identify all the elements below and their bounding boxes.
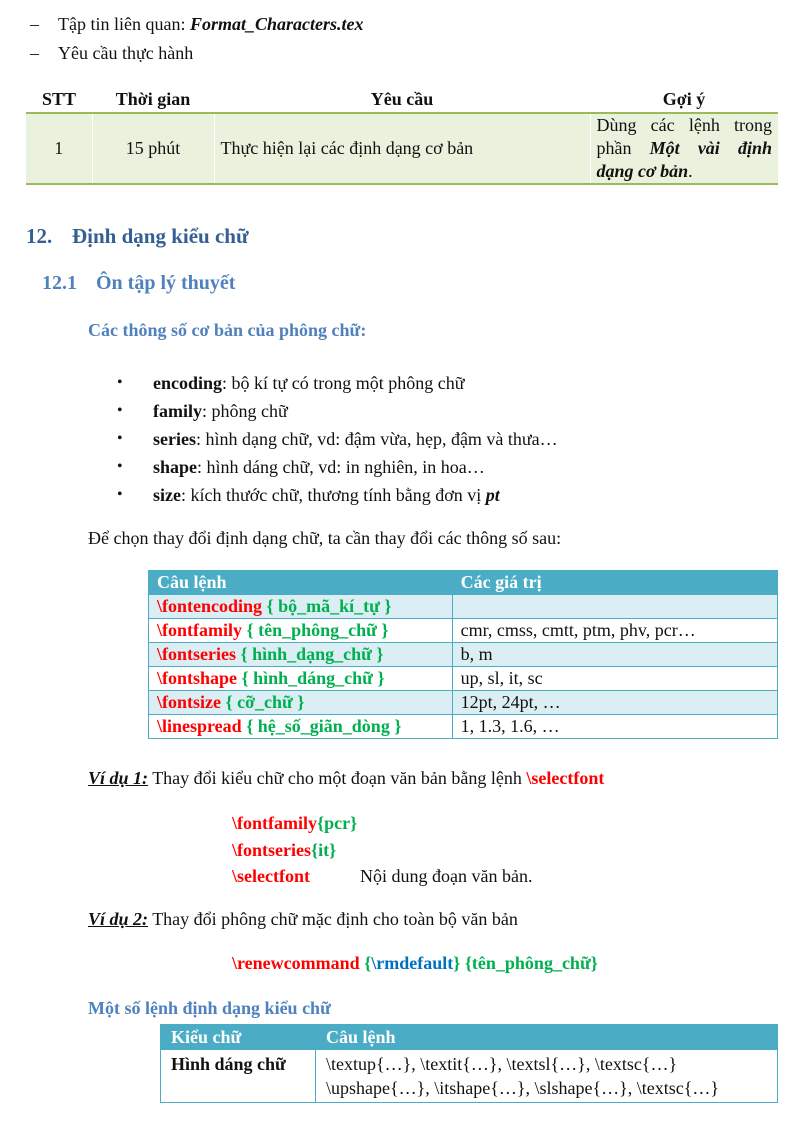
table-row: [149, 619, 778, 643]
values-cell: up, sl, it, sc: [452, 667, 777, 691]
practice-line: [30, 43, 193, 64]
list-item: [117, 369, 558, 397]
related-file-name: Format_Characters.tex: [189, 14, 364, 34]
command-arg: { tên_phông_chữ }: [242, 620, 389, 640]
bullet-icon: •: [117, 458, 123, 475]
hint-em-2: dạng cơ bản: [596, 161, 689, 181]
command-cell: [149, 619, 453, 643]
hint-suffix: .: [688, 161, 693, 181]
command-name: \fontfamily: [157, 620, 242, 640]
code-line: [232, 866, 532, 887]
code-command: \fontfamily: [232, 813, 317, 833]
command-name: \linespread: [157, 716, 242, 736]
table-row: [149, 715, 778, 739]
code-command: \renewcommand: [232, 953, 360, 973]
param-desc: : hình dáng chữ, vd: in nghiên, in hoa…: [197, 457, 485, 477]
header-kind: Kiểu chữ: [161, 1025, 316, 1050]
table-row: [161, 1050, 778, 1103]
command-cell: [149, 691, 453, 715]
command-arg: { cỡ_chữ }: [220, 692, 305, 712]
task-request: Thực hiện lại các định dạng cơ bản: [214, 113, 590, 184]
style-kind: Hình dáng chữ: [161, 1050, 316, 1103]
command-cell: [149, 715, 453, 739]
table-row: [149, 667, 778, 691]
param-term: series: [153, 429, 196, 449]
code-arg-default: \rmdefault: [371, 953, 454, 973]
code-arg: {it}: [310, 840, 337, 860]
subsection-number: 12.1: [42, 272, 77, 294]
subsection-heading: [42, 272, 235, 295]
task-stt: 1: [26, 113, 92, 184]
style-table-header: [161, 1025, 778, 1050]
bullet-icon: •: [117, 374, 123, 391]
header-stt: STT: [26, 86, 92, 113]
values-cell: 12pt, 24pt, …: [452, 691, 777, 715]
section-number: 12.: [26, 224, 53, 248]
table-row: [26, 113, 778, 184]
command-cell: [149, 643, 453, 667]
param-term: shape: [153, 457, 198, 477]
values-cell: b, m: [452, 643, 777, 667]
command-arg: { bộ_mã_kí_tự }: [262, 596, 392, 616]
header-hint: Gợi ý: [590, 86, 778, 113]
related-file-label: Tập tin liên quan:: [58, 14, 190, 34]
command-cell: [149, 595, 453, 619]
subsection-title: Ôn tập lý thuyết: [96, 272, 236, 294]
example-2-label: Ví dụ 2:: [88, 909, 149, 929]
hint-line-3: [597, 160, 773, 183]
section-title: Định dạng kiểu chữ: [72, 224, 249, 248]
task-hint: [590, 113, 778, 184]
header-commands: Câu lệnh: [316, 1025, 778, 1050]
param-term: encoding: [153, 373, 223, 393]
header-time: Thời gian: [92, 86, 214, 113]
task-table-header: [26, 86, 778, 113]
param-term: size: [153, 485, 181, 505]
code-content: Nội dung đoạn văn bản.: [360, 866, 533, 886]
param-desc: : kích thước chữ, thương tính bằng đơn vị: [180, 485, 486, 505]
table-row: [149, 595, 778, 619]
style-commands: [316, 1050, 778, 1103]
example-1-label: Ví dụ 1:: [88, 768, 149, 788]
table-row: [149, 643, 778, 667]
example-1-line: [88, 768, 604, 789]
font-params-heading: Các thông số cơ bản của phông chữ:: [88, 320, 367, 340]
code-command: \selectfont: [232, 866, 310, 886]
command-name: \fontencoding: [157, 596, 263, 616]
values-cell: 1, 1.3, 1.6, …: [452, 715, 777, 739]
style-commands-heading: Một số lệnh định dạng kiểu chữ: [88, 998, 331, 1018]
example-1-text: Thay đổi kiểu chữ cho một đoạn văn bản bằng lệnh: [148, 768, 527, 788]
command-cell: [149, 667, 453, 691]
example-2-line: [88, 909, 518, 930]
task-time: 15 phút: [92, 113, 214, 184]
list-item: [117, 481, 558, 509]
related-file-line: [30, 14, 363, 35]
values-cell: [452, 595, 777, 619]
style-commands-table: [160, 1024, 778, 1103]
param-desc: : bộ kí tự có trong một phông chữ: [222, 373, 465, 393]
bullet-icon: •: [117, 402, 123, 419]
command-table: [148, 570, 778, 739]
code-brace-open: {: [359, 953, 372, 973]
code-line: [232, 813, 357, 834]
list-item: [117, 453, 558, 481]
command-name: \fontseries: [157, 644, 236, 664]
code-line: [232, 953, 598, 974]
param-unit: pt: [485, 485, 500, 505]
command-name: \fontshape: [157, 668, 238, 688]
dash-marker: –: [30, 14, 39, 34]
example-1-command: \selectfont: [526, 768, 605, 788]
bullet-icon: •: [117, 430, 123, 447]
table-row: [149, 691, 778, 715]
values-cell: cmr, cmss, cmtt, ptm, phv, pcr…: [452, 619, 777, 643]
style-commands-line-1: \textup{…}, \textit{…}, \textsl{…}, \textsc{…}: [326, 1054, 678, 1074]
style-commands-line-2: \upshape{…}, \itshape{…}, \slshape{…}, \textsc{…}: [326, 1078, 720, 1098]
font-params-list: [117, 369, 558, 509]
example-2-text: Thay đổi phông chữ mặc định cho toàn bộ văn bản: [148, 909, 518, 929]
param-desc: : hình dạng chữ, vd: đậm vừa, hẹp, đậm và thưa…: [195, 429, 558, 449]
command-arg: { hệ_số_giãn_dòng }: [241, 716, 402, 736]
command-arg: { hình_dạng_chữ }: [235, 644, 384, 664]
code-brace-close: }: [453, 953, 461, 973]
code-command: \fontseries: [232, 840, 311, 860]
param-desc: : phông chữ: [202, 401, 288, 421]
list-item: [117, 425, 558, 453]
code-arg-font: {tên_phông_chữ}: [460, 953, 598, 973]
change-intro: Để chọn thay đổi định dạng chữ, ta cần thay đổi các thông số sau:: [88, 528, 562, 548]
hint-em: Một vài định: [649, 138, 772, 158]
code-line: [232, 840, 336, 861]
section-heading: [26, 224, 249, 249]
header-request: Yêu cầu: [214, 86, 590, 113]
code-arg: {pcr}: [317, 813, 358, 833]
hint-line-1: Dùng các lệnh trong: [596, 115, 772, 135]
hint-prefix: phần: [596, 138, 650, 158]
command-name: \fontsize: [157, 692, 221, 712]
task-table: [26, 86, 778, 185]
bullet-icon: •: [117, 486, 123, 503]
dash-marker: –: [30, 43, 39, 63]
header-command: Câu lệnh: [149, 571, 453, 595]
command-arg: { hình_dáng_chữ }: [237, 668, 385, 688]
list-item: [117, 397, 558, 425]
hint-line-2: [597, 137, 773, 160]
command-table-header: [149, 571, 778, 595]
practice-label: Yêu cầu thực hành: [58, 43, 194, 63]
header-values: Các giá trị: [452, 571, 777, 595]
param-term: family: [153, 401, 202, 421]
